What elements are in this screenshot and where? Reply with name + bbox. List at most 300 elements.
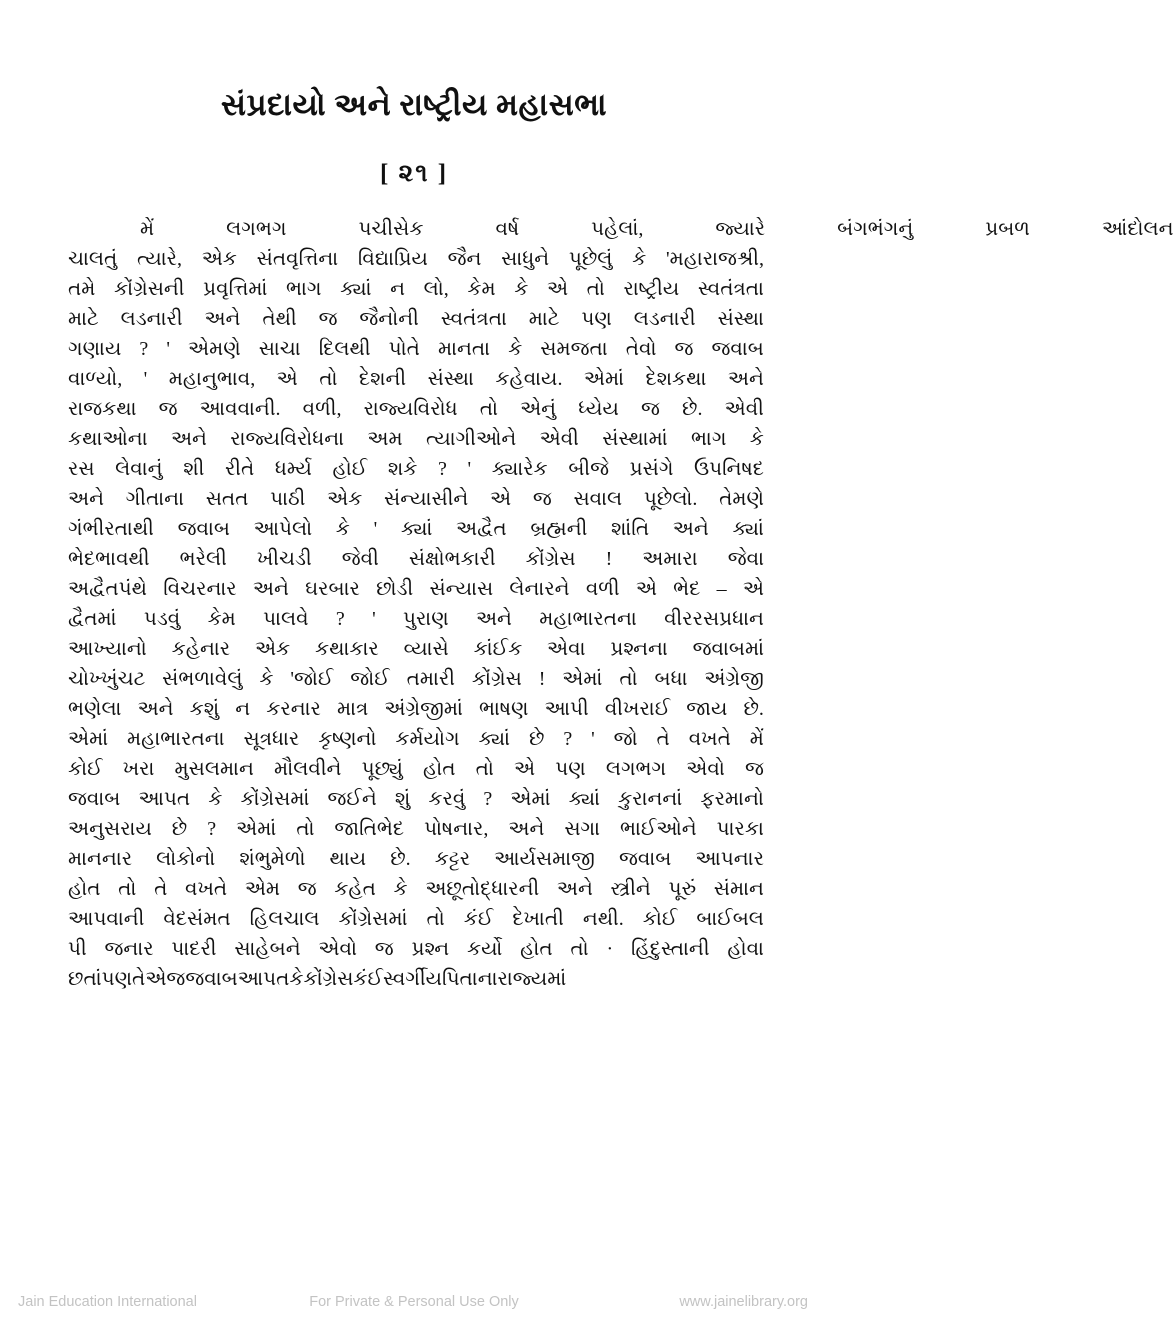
body-word: ભણેલા (68, 698, 122, 720)
body-word: સૂત્રધાર (243, 728, 300, 750)
body-word: ક્યારેક (491, 458, 548, 480)
body-word: છે (171, 818, 188, 840)
body-text-line (68, 604, 764, 634)
body-word: સાધુને (501, 248, 550, 270)
body-word: કુરાનનાં (618, 788, 683, 810)
body-word: ? (139, 338, 149, 360)
body-word: અને (137, 698, 174, 720)
body-word: રાષ્ટ્રીય (623, 278, 680, 300)
body-word: અંગ્રેજીમાં (384, 698, 463, 720)
body-word: ? (563, 728, 573, 750)
body-word: જ (158, 398, 178, 420)
body-word: લડનારી (120, 308, 183, 330)
body-word: સંમાન (713, 878, 764, 900)
body-word: તેથી (262, 308, 297, 330)
body-word: સગા (564, 818, 601, 840)
body-word: પૂછેલો. (643, 488, 698, 510)
body-word: છે. (743, 698, 764, 720)
body-text-line (68, 574, 764, 604)
body-word: ? (437, 458, 447, 480)
body-word: વખતે (184, 878, 228, 900)
body-word: માનનાર (68, 848, 133, 870)
body-word: રાજ્યમાં (497, 968, 567, 990)
body-word: ? (335, 608, 345, 630)
body-word: લગભગ (226, 218, 287, 240)
body-word: લોકોનો (156, 848, 216, 870)
body-word: અને (727, 368, 764, 390)
body-word: ભાગ (285, 278, 322, 300)
body-word: કંઈ (463, 908, 494, 930)
body-word: ખરા (122, 758, 155, 780)
body-word: એક (327, 488, 363, 510)
body-word: રસ (68, 458, 95, 480)
body-word: હોઈ (332, 458, 368, 480)
body-text-line (68, 724, 764, 754)
body-text-line (68, 694, 764, 724)
body-word: પોતે (388, 338, 420, 360)
body-word: કેમ (207, 608, 236, 630)
body-word: સાહેબને (234, 938, 301, 960)
body-word: કે (508, 338, 523, 360)
body-word: સંક્ષોભકારી (408, 548, 496, 570)
body-word: આર્યસમાજી (494, 848, 595, 870)
body-word: એ (742, 578, 764, 600)
body-word: એ (635, 578, 657, 600)
body-word: પી (68, 938, 87, 960)
body-word: એમાં (68, 728, 109, 750)
body-word: શી (183, 458, 205, 480)
body-word: તો (319, 368, 338, 390)
body-word: કર્યો (466, 938, 503, 960)
body-word: એમ (244, 878, 281, 900)
body-word: ' (373, 518, 378, 540)
body-word: કરનાર (266, 698, 321, 720)
body-word: ' (166, 338, 170, 360)
body-word: જવાબ (618, 848, 672, 870)
body-word: ચાલતું (68, 248, 118, 270)
body-word: તે (132, 968, 146, 990)
body-word: દેશની (358, 368, 407, 390)
body-text-line (68, 934, 764, 964)
body-word: પણ (581, 308, 612, 330)
body-word: શાંતિ (610, 518, 650, 540)
body-word: કહેત (334, 878, 376, 900)
body-word: અને (508, 818, 545, 840)
body-word: માટે (528, 308, 560, 330)
body-word: લડનારી (633, 308, 696, 330)
body-word: સ્વર્ગીય (382, 968, 443, 990)
body-word: બધા (654, 668, 688, 690)
body-word: અને (672, 518, 709, 540)
body-word: ક્યાં (340, 278, 372, 300)
body-word: સંસ્થામાં (602, 428, 668, 450)
body-word: વર્ષ (495, 218, 520, 240)
body-word: છે (528, 728, 545, 750)
body-word: બ્રહ્મની (530, 518, 588, 540)
body-word: મેં (140, 218, 155, 240)
body-word: સાચા (258, 338, 301, 360)
body-word: અંગ્રેજી (704, 668, 764, 690)
body-word: મહાભારતના (539, 608, 637, 630)
body-word: ભાષણ (478, 698, 529, 720)
body-text-line (68, 304, 764, 334)
body-word: જ (374, 938, 394, 960)
body-word: ફરમાનો (700, 788, 764, 810)
body-word: કે (393, 878, 408, 900)
body-word: એ (546, 278, 569, 300)
body-word: દ્વૈતમાં (68, 608, 117, 630)
body-word: પોષનાર, (424, 818, 489, 840)
body-word: ત્યારે, (137, 248, 182, 270)
body-word: ! (538, 668, 546, 690)
body-word: કોંગ્રેસ (303, 968, 354, 990)
body-text-line (68, 844, 764, 874)
body-word: તમારી (406, 668, 455, 690)
body-word: એવી (724, 398, 764, 420)
body-word: અમારા (642, 548, 698, 570)
body-word: ભાગ (690, 428, 727, 450)
body-word: કશું (189, 698, 220, 720)
body-word: દેશકથા (645, 368, 707, 390)
body-word: કે (632, 248, 647, 270)
body-word: વેદસંમત (163, 908, 231, 930)
body-word: ન (235, 698, 251, 720)
body-word: ત્યાગીઓને (425, 428, 517, 450)
body-word: તેવો (625, 338, 657, 360)
body-word: એ (514, 758, 536, 780)
body-word: આપેલો (253, 518, 313, 540)
body-word: જો (613, 728, 638, 750)
body-word: અને (475, 608, 512, 630)
body-text-line (68, 394, 764, 424)
body-word: કે (335, 518, 350, 540)
body-word: એ (145, 968, 167, 990)
body-word: ' (591, 728, 595, 750)
body-word: મહાનુભાવ, (168, 368, 256, 390)
body-word: ઉપનિષદ (694, 458, 764, 480)
body-word: લેનારને (509, 578, 570, 600)
body-word: આવવાની. (199, 398, 281, 420)
body-word: આપત (237, 968, 290, 990)
body-word: સંન્યાસીને (384, 488, 469, 510)
body-text-line (68, 364, 764, 394)
body-word: પડવું (143, 608, 181, 630)
body-word: આપવાની (68, 908, 145, 930)
body-word: જ (744, 758, 764, 780)
body-word: જવાબ (68, 788, 121, 810)
body-word: એવો (318, 938, 357, 960)
body-word: કટ્ટર (434, 848, 471, 870)
body-word: અને (556, 878, 593, 900)
body-word: કહેનાર (171, 638, 231, 660)
body-word: કાંઈક (473, 638, 523, 660)
body-word: આખ્યાનો (68, 638, 147, 660)
body-word: ? (483, 788, 493, 810)
body-word: વખતે (688, 728, 731, 750)
heading-block (0, 86, 828, 187)
body-word: પારકા (716, 818, 764, 840)
section-number: [ ૨૧ ] (379, 160, 449, 187)
body-word: વીરરસપ્રધાન (664, 608, 764, 630)
body-text-line (68, 544, 764, 574)
body-word: તે (154, 878, 168, 900)
body-word: કહેવાય. (495, 368, 563, 390)
body-text-line (68, 274, 764, 304)
body-word: એમાં (583, 368, 625, 390)
body-word: જવાબ (185, 968, 238, 990)
body-word: જેવી (341, 548, 379, 570)
body-word: આંદોલન (1101, 218, 1174, 240)
body-word: શું (394, 788, 411, 810)
body-word: કોંગ્રેસમાં (338, 908, 408, 930)
footer-website-link[interactable]: www.jainelibrary.org (679, 1294, 808, 1310)
body-word: મુસલમાન (174, 758, 254, 780)
body-word: એવો (686, 758, 725, 780)
body-word: ધ્યેય (578, 398, 619, 420)
body-word: ક્યાં (568, 788, 601, 810)
body-word: તો (570, 938, 589, 960)
body-word: એવા (547, 638, 586, 660)
body-word: પ્રસંગે (629, 458, 674, 480)
body-word: રાજ્યવિરોધના (230, 428, 345, 450)
body-word: સંતવૃત્તિના (256, 248, 339, 270)
body-word: સતત (205, 488, 249, 510)
body-word: અને (68, 488, 104, 510)
body-word: ગીતાના (125, 488, 184, 510)
body-text-line (68, 664, 764, 694)
body-word: દેખાતી (512, 908, 564, 930)
body-word: એમાં (510, 788, 551, 810)
body-word: ગણાય (68, 338, 122, 360)
body-word: મેં (749, 728, 764, 750)
body-word: સમજતા (540, 338, 608, 360)
body-word: જૈન (447, 248, 482, 270)
body-word: કોંગ્રેસ (525, 548, 576, 570)
body-word: કોઈ (642, 908, 678, 930)
body-word: માટે (68, 308, 99, 330)
body-word: એનું (520, 398, 557, 420)
body-word: વાળ્યો, (68, 368, 123, 390)
body-word: છતાં (68, 968, 102, 990)
body-word: શકે (387, 458, 418, 480)
body-word: પણ (555, 758, 586, 780)
body-word: જવાબ (711, 338, 764, 360)
body-word: ભેદ (673, 578, 701, 600)
body-word: જૈનોની (359, 308, 419, 330)
body-word: સવાલ (573, 488, 623, 510)
body-word: જવાબ (177, 518, 230, 540)
body-word: બંગભંગનું (837, 218, 914, 240)
body-word: જવાબમાં (692, 638, 764, 660)
body-text-line (68, 874, 764, 904)
body-word: છે. (390, 848, 411, 870)
body-word: કોંગ્રેસમાં (240, 788, 310, 810)
body-word: એ (276, 368, 298, 390)
body-text-line (68, 424, 764, 454)
body-word: તો (296, 818, 315, 840)
body-word: કંઈ (353, 968, 383, 990)
body-word: તેમણે (719, 488, 764, 510)
body-word: કર્મયોગ (395, 728, 460, 750)
body-word: ક્યાં (400, 518, 433, 540)
body-word: કોંગ્રેસ (471, 668, 522, 690)
body-word: પણ (101, 968, 133, 990)
body-word: થાય (329, 848, 367, 870)
body-word: રીતે (224, 458, 255, 480)
body-word: ! (605, 548, 613, 570)
body-word: 'મહારાજશ્રી, (665, 248, 764, 270)
body-word: જાતિભેદ (334, 818, 405, 840)
body-word: છે. (682, 398, 703, 420)
body-word: વિચરનાર (163, 578, 237, 600)
body-word: લો, (423, 278, 449, 300)
body-word: તો (426, 908, 445, 930)
body-word: પાદરી (171, 938, 217, 960)
body-word: બાઈબલ (696, 908, 764, 930)
body-word: તે (656, 728, 670, 750)
body-word: ' (467, 458, 472, 480)
body-word: રાજકથા (68, 398, 137, 420)
body-word: કોંગ્રેસની (113, 278, 185, 300)
body-word: ' (143, 368, 148, 390)
body-word: આપત (138, 788, 191, 810)
body-word: હોવા (727, 938, 764, 960)
body-word: હિંદુસ્તાની (630, 938, 710, 960)
body-word: સ્ત્રીને (610, 878, 651, 900)
body-word: સ્વતંત્રતા (440, 308, 507, 330)
body-word: ભરેલી (179, 548, 227, 570)
body-word: તો (619, 668, 638, 690)
body-word: ક્યાં (732, 518, 764, 540)
body-word: પ્રવૃત્તિમાં (203, 278, 268, 300)
body-word: પચીસેક (358, 218, 424, 240)
body-word: કરવું (428, 788, 466, 810)
body-word: પુરાણ (402, 608, 449, 630)
body-word: જ (297, 878, 317, 900)
body-word: ' (372, 608, 376, 630)
body-word: હોત (68, 878, 101, 900)
body-word: પાલવે (263, 608, 309, 630)
body-word: આપનાર (695, 848, 764, 870)
body-word: ભેદભાવથી (68, 548, 150, 570)
body-word: જઈને (327, 788, 377, 810)
body-word: ? (207, 818, 217, 840)
body-word: એમણે (187, 338, 241, 360)
body-word: વળી (585, 578, 620, 600)
body-word: જ (532, 488, 552, 510)
body-text-line (68, 904, 764, 934)
body-word: સંસ્થા (717, 308, 764, 330)
body-word: ચોખ્ખુંચટ (68, 668, 146, 690)
body-word: હોત (423, 758, 456, 780)
body-word: કોઈ (68, 758, 103, 780)
body-word: કે (289, 968, 304, 990)
body-word: 'જોઈ (290, 668, 334, 690)
body-word: સંન્યાસ (429, 578, 494, 600)
body-word: માનતા (437, 338, 491, 360)
body-word: ક્યાં (478, 728, 511, 750)
body-word: કથાકાર (315, 638, 379, 660)
body-word: પૂછ્યું (361, 758, 403, 780)
body-text-line (68, 784, 764, 814)
body-word: · (606, 938, 614, 960)
body-text-line (68, 964, 764, 994)
body-word: અને (170, 428, 207, 450)
body-word: જાય (686, 698, 728, 720)
body-word: ન (390, 278, 406, 300)
body-word: શંભુમેળો (239, 848, 306, 870)
body-word: ભાઈઓને (620, 818, 697, 840)
body-word: તો (475, 758, 494, 780)
body-text-line (68, 454, 764, 484)
body-word: અદ્વૈતપંથે (68, 578, 147, 600)
body-word: લેવાનું (115, 458, 163, 480)
body-word: જ (674, 338, 694, 360)
body-word: સંભળાવેલું (162, 668, 243, 690)
body-word: એ (490, 488, 512, 510)
body-word: અદ્વૈત (456, 518, 507, 540)
body-word: હિલચાલ (249, 908, 320, 930)
body-word: કથાઓના (68, 428, 148, 450)
body-word: વ્યાસે (403, 638, 449, 660)
body-word: જ (166, 968, 186, 990)
page-title: સંપ્રદાયો અને રાષ્ટ્રીય મહાસભા (220, 87, 608, 122)
body-word: પિતાના (442, 968, 498, 990)
body-word: વળી, (302, 398, 342, 420)
body-word: એમાં (562, 668, 603, 690)
body-word: અનુસરાય (68, 818, 152, 840)
body-word: લગભગ (605, 758, 667, 780)
footer-organization: Jain Education International (18, 1294, 197, 1310)
body-word: પાઠી (270, 488, 306, 510)
body-text-line (68, 514, 764, 544)
body-word: જ્યારે (715, 218, 766, 240)
body-word: જનાર (104, 938, 154, 960)
body-word: એક (254, 638, 291, 660)
body-text-line (68, 484, 764, 514)
body-word: કેમ (467, 278, 496, 300)
body-word: બીજે (568, 458, 610, 480)
body-word: મૌલવીને (274, 758, 342, 780)
body-word: પ્રશ્ન (411, 938, 450, 960)
body-word: તો (118, 878, 137, 900)
body-word: પ્રબળ (985, 218, 1030, 240)
body-word: માત્ર (337, 698, 369, 720)
body-word: જોઈ (350, 668, 390, 690)
body-word: કે (259, 668, 274, 690)
body-text-line (68, 634, 764, 664)
footer-usage-notice: For Private & Personal Use Only (309, 1294, 519, 1310)
body-word: રાજ્યવિરોધ (363, 398, 458, 420)
body-word: જ (318, 308, 338, 330)
body-text-line (68, 754, 764, 784)
body-word: અછૂતોદ્ધારની (425, 878, 540, 900)
body-word: નથી. (582, 908, 624, 930)
body-word: એક (201, 248, 237, 270)
body-word: જેવા (727, 548, 764, 570)
body-word: સંસ્થા (427, 368, 474, 390)
body-word: પૂછેલું (568, 248, 613, 270)
body-word: સ્વતંત્રતા (697, 278, 764, 300)
body-word: તો (479, 398, 498, 420)
body-word: છોડી (376, 578, 414, 600)
body-word: અમ (367, 428, 403, 450)
body-word: હોત (520, 938, 553, 960)
body-word: કે (749, 428, 764, 450)
body-word: આપી (544, 698, 589, 720)
body-text-line (68, 244, 764, 274)
body-word: ખીચડી (256, 548, 312, 570)
